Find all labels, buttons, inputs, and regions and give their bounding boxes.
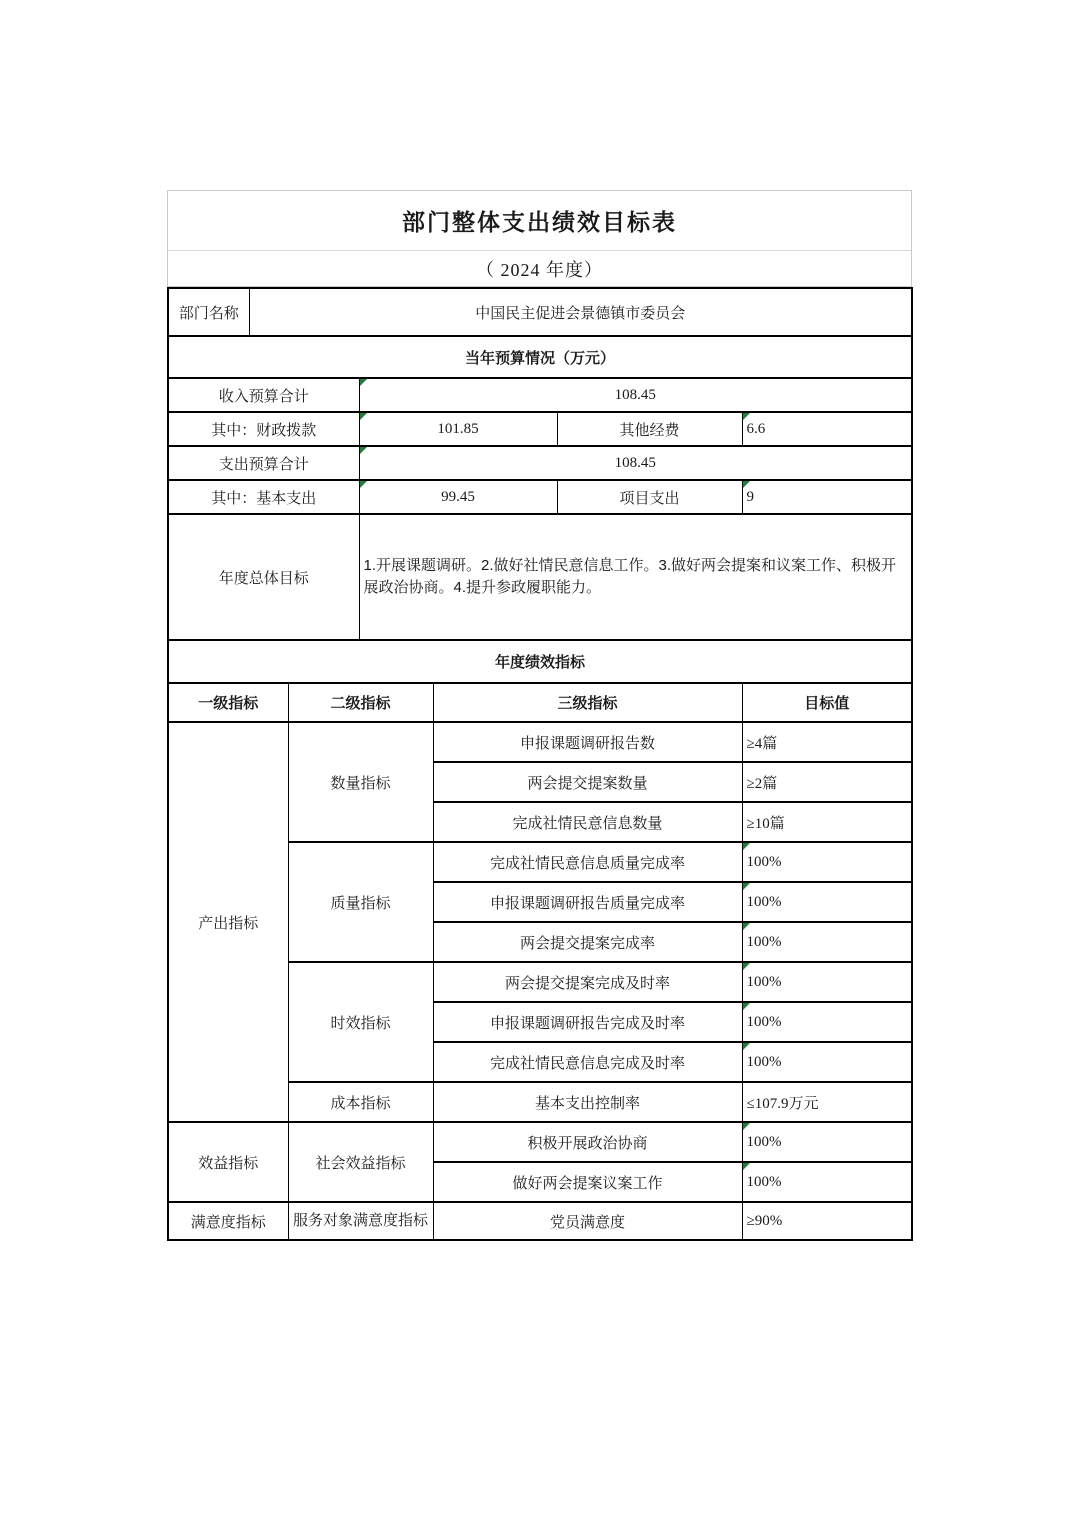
target-value: ≥90% [742, 1202, 912, 1240]
table-row [168, 1122, 912, 1162]
budget-fiscal-value: 101.85 [359, 412, 557, 446]
green-corner-flag-icon [743, 1123, 750, 1130]
title-block [167, 190, 912, 287]
budget-expense-total-value: 108.45 [359, 446, 912, 480]
green-corner-flag-icon [743, 1043, 750, 1050]
green-corner-flag-icon [743, 1003, 750, 1010]
level2-indicator-timeliness: 时效指标 [288, 962, 433, 1082]
performance-target-table [167, 287, 913, 1241]
column-header-target: 目标值 [742, 683, 912, 722]
target-value: ≤107.9万元 [742, 1082, 912, 1122]
budget-expense-total-label: 支出预算合计 [168, 446, 359, 480]
level3-indicator: 积极开展政治协商 [433, 1122, 742, 1162]
table-row [168, 640, 912, 683]
budget-income-total-value: 108.45 [359, 378, 912, 412]
budget-project-value: 9 [742, 480, 912, 514]
target-value: ≥4篇 [742, 722, 912, 762]
budget-other-value: 6.6 [742, 412, 912, 446]
target-value: 100% [742, 1162, 912, 1202]
target-value: 100% [742, 842, 912, 882]
annual-goal-label: 年度总体目标 [168, 514, 359, 640]
column-header-level1: 一级指标 [168, 683, 288, 722]
level3-indicator: 党员满意度 [433, 1202, 742, 1240]
budget-project-label: 项目支出 [557, 480, 742, 514]
green-corner-flag-icon [743, 883, 750, 890]
level2-indicator-social-benefit: 社会效益指标 [288, 1122, 433, 1202]
table-row [168, 412, 912, 446]
performance-section-header: 年度绩效指标 [168, 640, 912, 683]
level3-indicator: 两会提交提案数量 [433, 762, 742, 802]
target-value: ≥2篇 [742, 762, 912, 802]
level3-indicator: 两会提交提案完成率 [433, 922, 742, 962]
level3-indicator: 基本支出控制率 [433, 1082, 742, 1122]
budget-fiscal-label: 其中：财政拨款 [168, 412, 359, 446]
green-corner-flag-icon [743, 923, 750, 930]
green-corner-flag-icon [743, 481, 750, 488]
level2-indicator-quantity: 数量指标 [288, 722, 433, 842]
level1-indicator-output: 产出指标 [168, 722, 288, 1122]
budget-basic-label: 其中：基本支出 [168, 480, 359, 514]
annual-goal-text: 1.开展课题调研。2.做好社情民意信息工作。3.做好两会提案和议案工作、积极开展政治协商。4.提升参政履职能力。 [359, 514, 912, 640]
table-header-row [168, 683, 912, 722]
target-value: 100% [742, 1122, 912, 1162]
green-corner-flag-icon [743, 413, 750, 420]
table-row [168, 446, 912, 480]
table-row [168, 1202, 912, 1240]
target-value: 100% [742, 922, 912, 962]
department-value: 中国民主促进会景德镇市委员会 [249, 288, 912, 336]
level2-indicator-service-satisfaction: 服务对象满意度指标 [288, 1202, 433, 1240]
budget-section-header: 当年预算情况（万元） [168, 336, 912, 378]
level3-indicator: 完成社情民意信息完成及时率 [433, 1042, 742, 1082]
budget-other-label: 其他经费 [557, 412, 742, 446]
green-corner-flag-icon [743, 963, 750, 970]
table-row [168, 514, 912, 640]
table-row [168, 722, 912, 762]
target-value: 100% [742, 1042, 912, 1082]
target-value: 100% [742, 962, 912, 1002]
budget-income-total-label: 收入预算合计 [168, 378, 359, 412]
column-header-level3: 三级指标 [433, 683, 742, 722]
level1-indicator-benefit: 效益指标 [168, 1122, 288, 1202]
level3-indicator: 申报课题调研报告质量完成率 [433, 882, 742, 922]
level3-indicator: 申报课题调研报告完成及时率 [433, 1002, 742, 1042]
level2-indicator-cost: 成本指标 [288, 1082, 433, 1122]
green-corner-flag-icon [360, 379, 367, 386]
target-value: 100% [742, 1002, 912, 1042]
budget-basic-value: 99.45 [359, 480, 557, 514]
level2-indicator-quality: 质量指标 [288, 842, 433, 962]
level3-indicator: 做好两会提案议案工作 [433, 1162, 742, 1202]
table-row [168, 288, 912, 336]
document-sheet [167, 190, 912, 1241]
green-corner-flag-icon [743, 843, 750, 850]
level1-indicator-satisfaction: 满意度指标 [168, 1202, 288, 1240]
level3-indicator: 两会提交提案完成及时率 [433, 962, 742, 1002]
table-row [168, 480, 912, 514]
level3-indicator: 完成社情民意信息数量 [433, 802, 742, 842]
green-corner-flag-icon [360, 481, 367, 488]
column-header-level2: 二级指标 [288, 683, 433, 722]
green-corner-flag-icon [360, 447, 367, 454]
page-subtitle: （ 2024 年度） [476, 259, 603, 280]
department-label: 部门名称 [168, 288, 249, 336]
table-row [168, 336, 912, 378]
target-value: ≥10篇 [742, 802, 912, 842]
target-value: 100% [742, 882, 912, 922]
table-row [168, 378, 912, 412]
green-corner-flag-icon [360, 413, 367, 420]
level3-indicator: 申报课题调研报告数 [433, 722, 742, 762]
page-title: 部门整体支出绩效目标表 [168, 191, 911, 251]
level3-indicator: 完成社情民意信息质量完成率 [433, 842, 742, 882]
green-corner-flag-icon [743, 1163, 750, 1170]
